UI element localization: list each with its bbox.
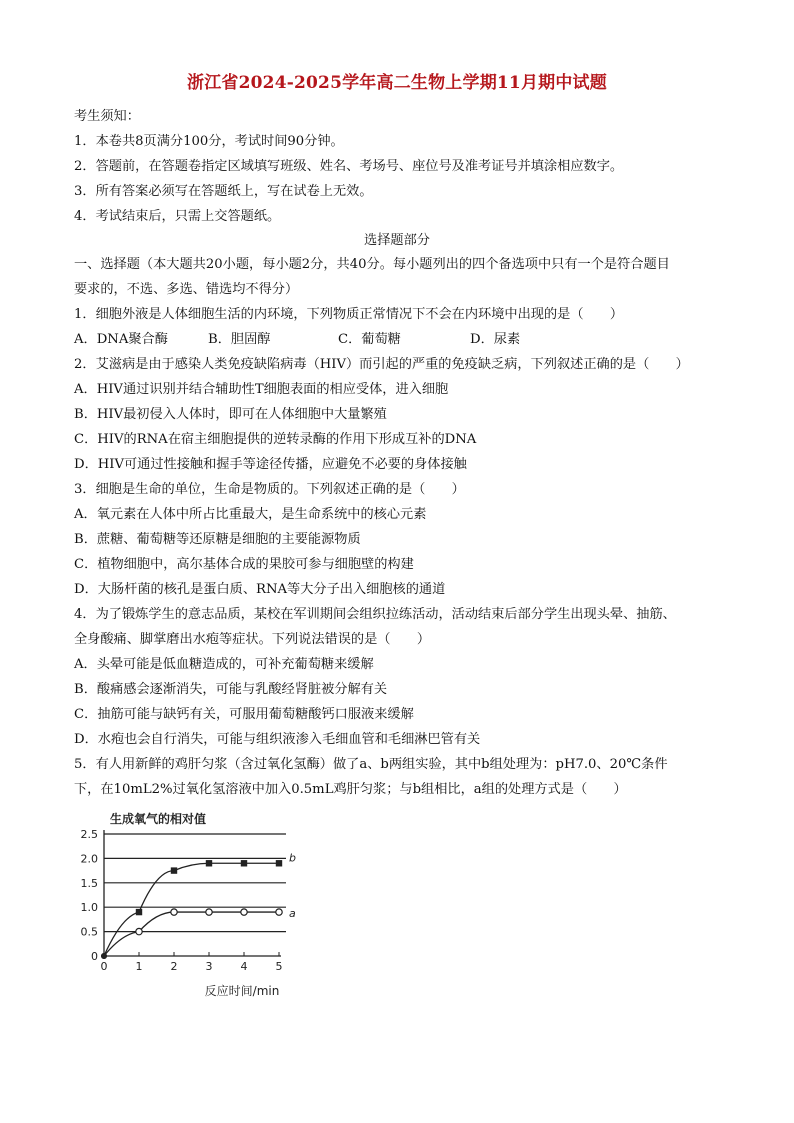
chart-point-a — [136, 928, 142, 934]
chart-x-axis-label: 反应时间/min — [204, 984, 280, 998]
notice-heading: 考生须知： — [74, 109, 140, 124]
question-2-option-c: C．HIV的RNA在宿主细胞提供的逆转录酶的作用下形成互补的DNA — [74, 432, 477, 447]
chart-y-tick-label: 1.0 — [80, 901, 98, 915]
question-1-stem: 1．细胞外液是人体细胞生活的内环境，下列物质正常情况下不会在内环境中出现的是（ ） — [74, 307, 624, 322]
notice-item: 4．考试结束后，只需上交答题纸。 — [74, 209, 281, 224]
chart-x-tick-label: 4 — [240, 960, 248, 973]
option-a: A．DNA聚合酶 — [74, 332, 168, 347]
page-title: 浙江省2024-2025学年高二生物上学期11月期中试题 — [187, 73, 607, 93]
chart-y-tick-label: 0.5 — [80, 925, 98, 939]
chart-point-b — [136, 909, 142, 915]
question-4-stem-cont: 全身酸痛、脚掌磨出水疱等症状。下列说法错误的是（ ） — [74, 632, 431, 647]
question-5-stem: 5．有人用新鲜的鸡肝匀浆（含过氧化氢酶）做了a、b两组实验，其中b组处理为：pH7.0、20℃条件 — [74, 757, 668, 772]
question-3-option-c: C．植物细胞中，高尔基体合成的果胶可参与细胞壁的构建 — [74, 557, 414, 572]
chart-y-axis-label: 生成氧气的相对值 — [110, 812, 207, 826]
oxygen-chart — [70, 806, 310, 1006]
question-2-option-b: B．HIV最初侵入人体时，即可在人体细胞中大量繁殖 — [74, 407, 387, 422]
question-3-option-d: D．大肠杆菌的核孔是蛋白质、RNA等大分子出入细胞核的通道 — [74, 582, 446, 597]
chart-point-b — [241, 860, 247, 866]
question-2-option-a: A．HIV通过识别并结合辅助性T细胞表面的相应受体，进入细胞 — [74, 382, 449, 397]
question-4-option-b: B．酸痛感会逐渐消失，可能与乳酸经肾脏被分解有关 — [74, 682, 388, 697]
question-3-stem: 3．细胞是生命的单位，生命是物质的。下列叙述正确的是（ ） — [74, 482, 465, 497]
chart-x-tick-label: 0 — [100, 960, 108, 973]
chart-point-b — [171, 867, 177, 873]
question-4-stem: 4．为了锻炼学生的意志品质，某校在军训期间会组织拉练活动，活动结束后部分学生出现头晕、抽筋、 — [74, 607, 676, 622]
chart-series-label-b: b — [289, 851, 296, 865]
chart-series-label-a: a — [289, 907, 296, 921]
question-2-stem: 2．艾滋病是由于感染人类免疫缺陷病毒（HIV）而引起的严重的免疫缺乏病，下列叙述正确的是（ ） — [74, 357, 689, 372]
part1-instructions: 一、选择题（本大题共20小题，每小题2分，共40分。每小题列出的四个备选项中只有一个是符合题目 — [74, 257, 670, 272]
chart-x-tick-label: 1 — [135, 960, 143, 973]
chart-series-line-a — [104, 912, 279, 956]
chart-point-b — [276, 860, 282, 866]
part1-instructions-cont: 要求的，不选、多选、错选均不得分） — [74, 282, 299, 297]
question-3-option-a: A．氧元素在人体中所占比重最大，是生命系统中的核心元素 — [74, 507, 427, 522]
option-c: C．葡萄糖 — [338, 332, 401, 347]
chart-x-tick-label: 3 — [205, 960, 213, 973]
option-b: B．胆固醇 — [208, 332, 271, 347]
chart-x-tick-label: 2 — [170, 960, 178, 973]
chart-point-a — [241, 909, 247, 915]
chart-x-tick-label: 5 — [275, 960, 283, 973]
chart-series-line-b — [104, 863, 279, 956]
notice-item: 3．所有答案必须写在答题纸上，写在试卷上无效。 — [74, 184, 373, 199]
section-heading: 选择题部分 — [364, 233, 430, 248]
option-d: D．尿素 — [470, 332, 521, 347]
question-5-stem-cont: 下，在10mL2%过氧化氢溶液中加入0.5mL鸡肝匀浆；与b组相比，a组的处理方式是（ ） — [74, 782, 627, 797]
chart-point-a — [206, 909, 212, 915]
question-4-option-c: C．抽筋可能与缺钙有关，可服用葡萄糖酸钙口服液来缓解 — [74, 707, 414, 722]
question-2-option-d: D．HIV可通过性接触和握手等途径传播，应避免不必要的身体接触 — [74, 457, 467, 472]
chart-y-tick-label: 2.5 — [80, 828, 98, 841]
chart-y-tick-label: 1.5 — [80, 876, 98, 890]
question-4-option-a: A．头晕可能是低血糖造成的，可补充葡萄糖来缓解 — [74, 657, 374, 672]
chart-point-a — [276, 909, 282, 915]
chart-y-tick-label: 2.0 — [80, 852, 98, 866]
notice-item: 1．本卷共8页满分100分，考试时间90分钟。 — [74, 134, 344, 149]
chart-y-tick-label: 0 — [91, 950, 98, 963]
notice-item: 2．答题前，在答题卷指定区域填写班级、姓名、考场号、座位号及准考证号并填涂相应数字。 — [74, 159, 624, 174]
chart-point-b — [206, 860, 212, 866]
question-4-option-d: D．水疱也会自行消失，可能与组织液渗入毛细血管和毛细淋巴管有关 — [74, 732, 481, 747]
question-3-option-b: B．蔗糖、葡萄糖等还原糖是细胞的主要能源物质 — [74, 532, 361, 547]
chart-origin-point — [101, 953, 107, 959]
question-1-options — [74, 331, 520, 349]
chart-point-a — [171, 909, 177, 915]
